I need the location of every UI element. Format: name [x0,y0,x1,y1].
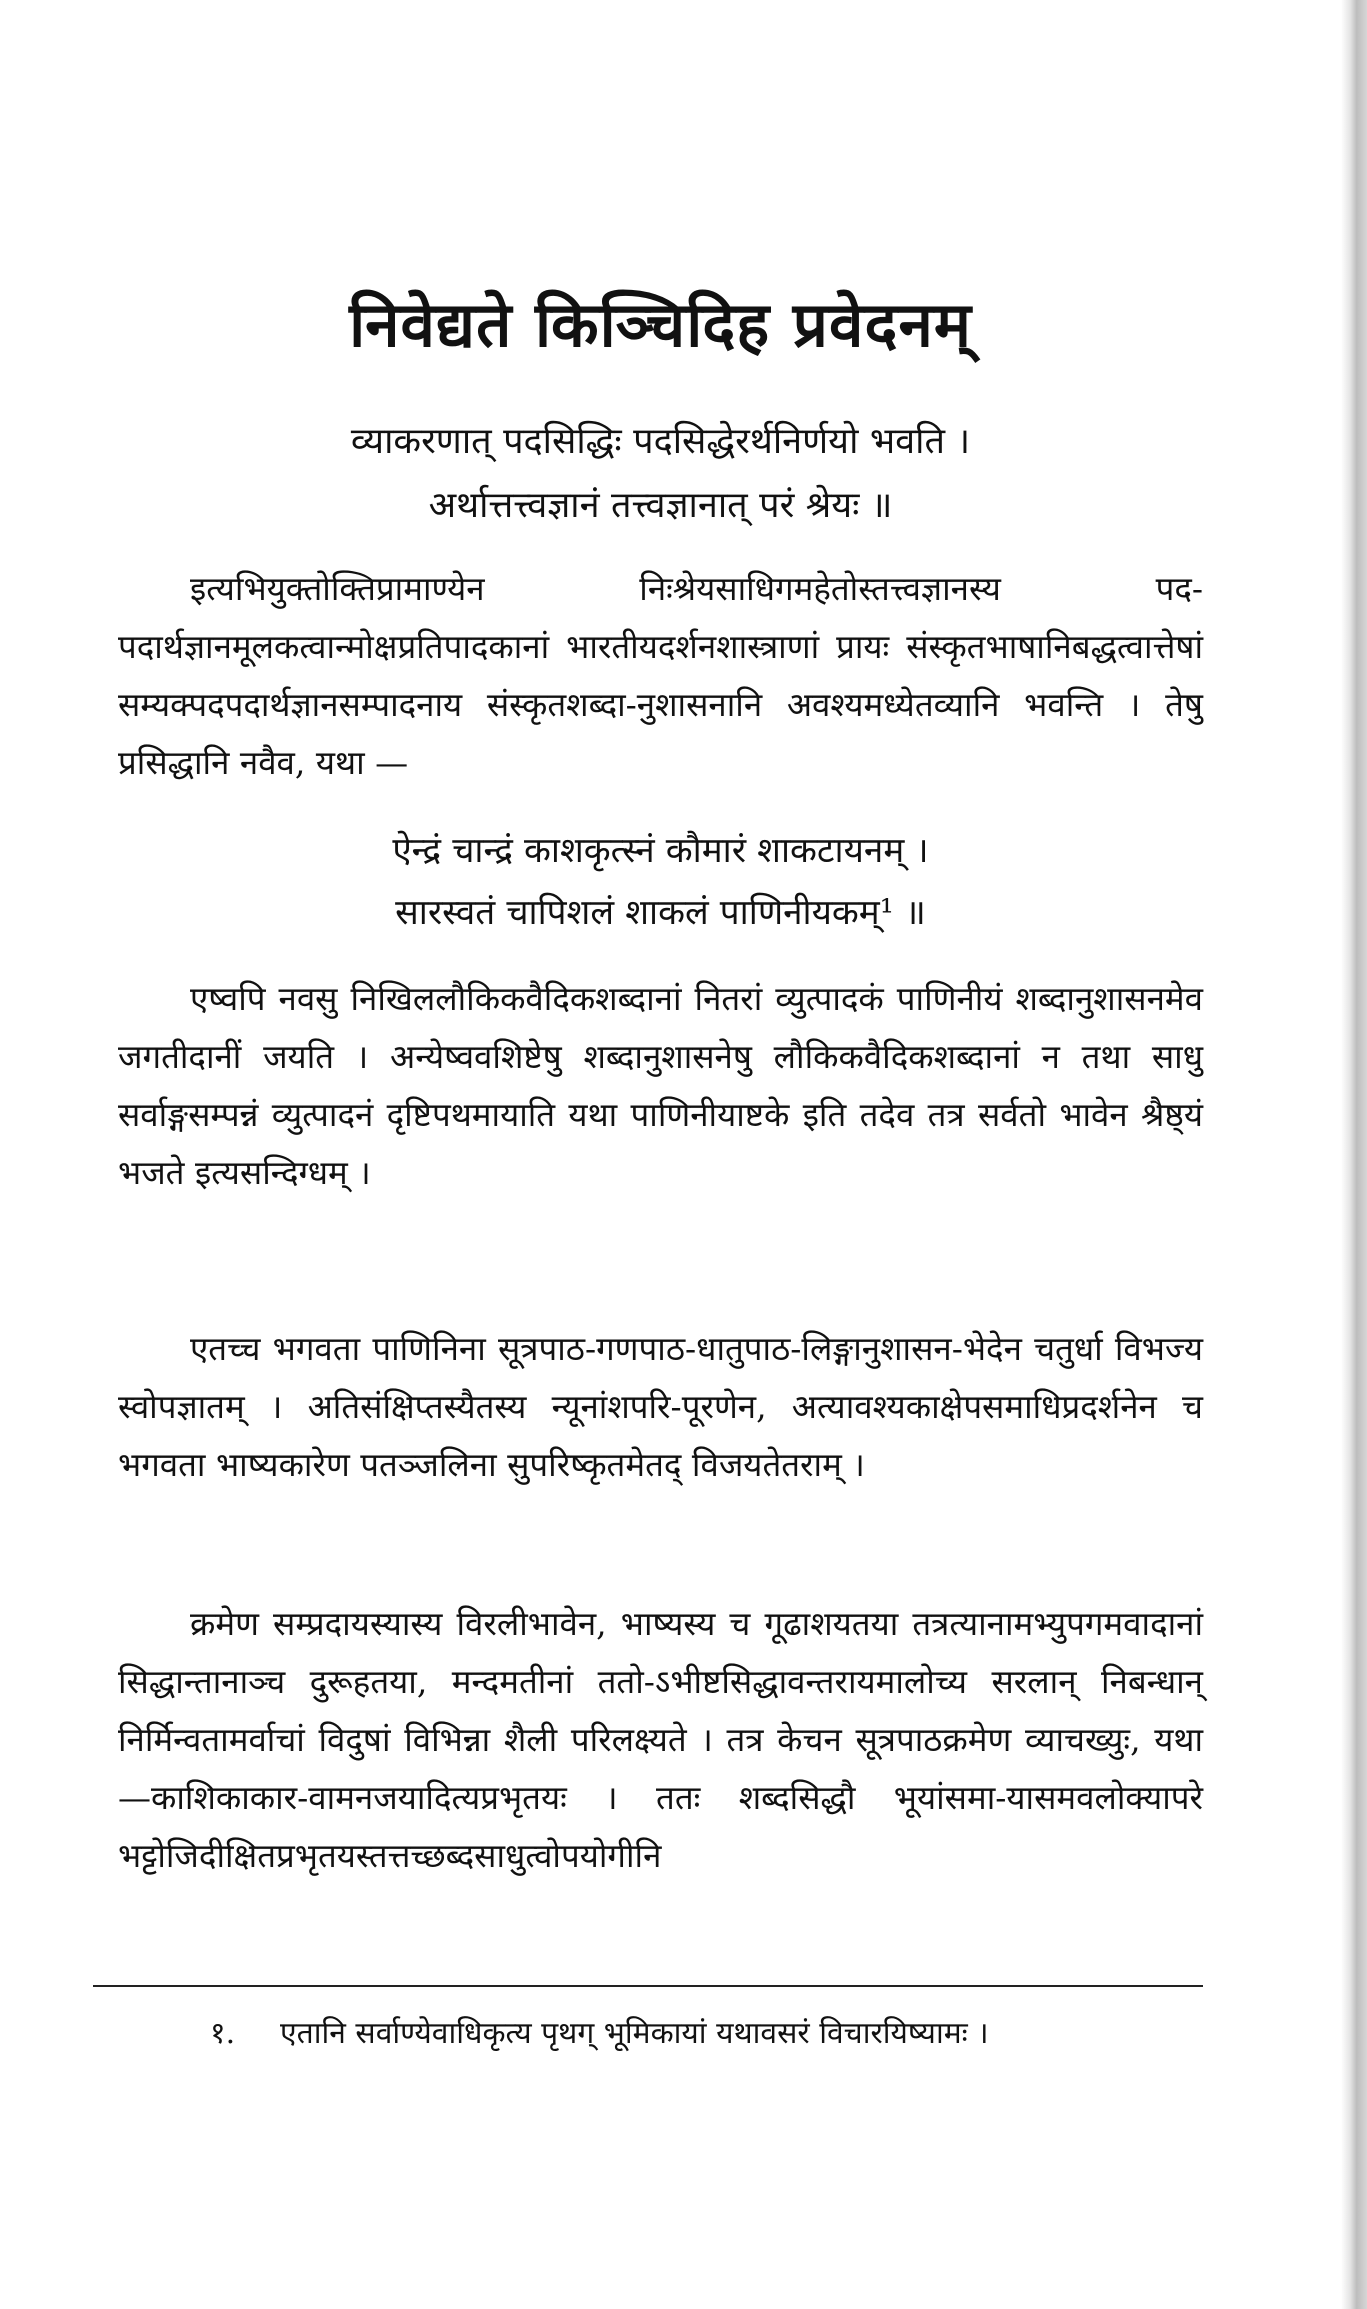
page-heading: निवेद्यते किञ्चिदिह प्रवेदनम् [349,288,972,361]
footnote [210,2010,1200,2058]
paragraph-3: एतच्च भगवता पाणिनिना सूत्रपाठ-गणपाठ-धातुपाठ-लिङ्गानुशासन-भेदेन चतुर्धा विभज्य स्वोपज्ञातम् । अतिसंक्षिप्तस्यैतस्य न्यूनांशपरि-पूरणेन, अत्यावश्यकाक्षेपसमाधिप्रदर्शनेन च भगवता भाष्यकारेण पतञ्जलिना सुपरिष्कृतमेतद् विजयतेतराम् । [118,1329,1203,1484]
paragraph-4: क्रमेण सम्प्रदायस्यास्य विरलीभावेन, भाष्यस्य च गूढाशयतया तत्रत्यानामभ्युपगमवादानां सिद्धान्तानाञ्च दुरूहतया, मन्दमतीनां ततो-ऽभीष्टसिद्धावन्तरायमालोच्य सरलान् निबन्धान् निर्मिन्वतामर्वाचां विदुषां विभिन्ना शैली परिलक्ष्यते । तत्र केचन सूत्रपाठक्रमेण व्याचख्युः, यथा—काशिकाकार-वामनजयादित्यप्रभृतयः । ततः शब्दसिद्धौ भूयांसमा-यासमवलोक्यापरे भट्टोजिदीक्षितप्रभृतयस्तत्तच्छब्दसाधुत्वोपयोगीनि [118,1604,1203,1875]
footnote-divider [93,1985,1203,1987]
verse-line-2: सारस्वतं चापिशलं शाकलं पाणिनीयकम्¹ ॥ [395,893,926,933]
footnote-number: १. [210,2016,236,2051]
page-edge-shadow [1341,0,1367,2309]
paragraph-2: एष्वपि नवसु निखिललौकिकवैदिकशब्दानां नितरां व्युत्पादकं पाणिनीयं शब्दानुशासनमेव जगतीदानीं जयति । अन्येष्ववशिष्टेषु शब्दानुशासनेषु लौकिकवैदिकशब्दानां न तथा साधु सर्वाङ्गसम्पन्नं व्युत्पादनं दृष्टिपथमायाति यथा पाणिनीयाष्टके इति तदेव तत्र सर्वतो भावेन श्रैष्ठ्यं भजते इत्यसन्दिग्धम् । [118,979,1203,1192]
paragraph-1: इत्यभियुक्तोक्तिप्रामाण्येन निःश्रेयसाधिगमहेतोस्तत्त्वज्ञानस्य पद-पदार्थज्ञानमूलकत्वान्मोक्षप्रतिपादकानां भारतीयदर्शनशास्त्राणां प्रायः संस्कृतभाषानिबद्धत्वात्तेषां सम्यक्पदपदार्थज्ञानसम्पादनाय संस्कृतशब्दा-नुशासनानि अवश्यमध्येतव्यानि भवन्ति । तेषु प्रसिद्धानि नवैव, यथा — [118,569,1203,782]
verse-line-1: व्याकरणात् पदसिद्धिः पदसिद्धेरर्थनिर्णयो भवति । [350,421,971,462]
book-page [118,0,1203,2309]
verse-line-2: अर्थात्तत्त्वज्ञानं तत्त्वज्ञानात् परं श्रेयः ॥ [428,485,893,526]
grammar-schools-verse [118,820,1203,944]
verse-line-1: ऐन्द्रं चान्द्रं काशकृत्स्नं कौमारं शाकटायनम् । [392,831,929,871]
footnote-text: एतानि सर्वाण्येवाधिकृत्य पृथग् भूमिकायां यथावसरं विचारयिष्यामः । [280,2016,989,2051]
opening-verse [118,410,1203,538]
